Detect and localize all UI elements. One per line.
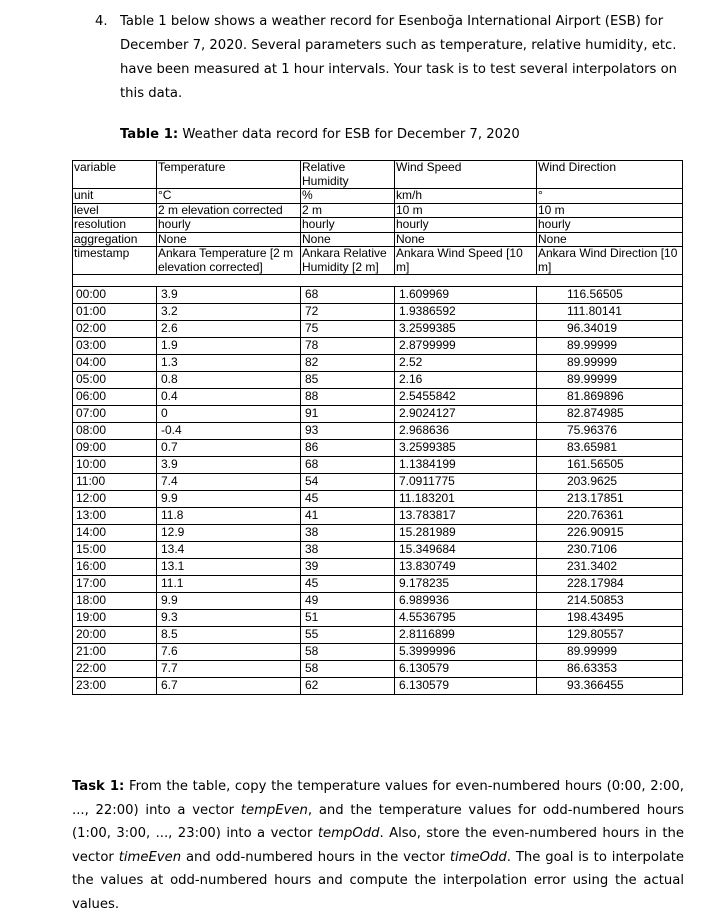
table-cell: 49 (301, 593, 395, 610)
table-cell: 68 (301, 457, 395, 474)
table-cell: 38 (301, 542, 395, 559)
table-header-cell: Ankara Temperature [2 m elevation corrected] (157, 247, 301, 275)
table-cell: 11.1 (157, 576, 301, 593)
table-cell: 82 (301, 355, 395, 372)
table-row (73, 474, 683, 491)
table-cell: 19:00 (73, 610, 157, 627)
table-cell: 2.9024127 (395, 406, 537, 423)
table-header-row (73, 247, 683, 275)
table-cell: 3.2 (157, 304, 301, 321)
table-row (73, 372, 683, 389)
table-row (73, 576, 683, 593)
table-row (73, 508, 683, 525)
table-row (73, 644, 683, 661)
table-header-cell: 10 m (395, 203, 537, 218)
table-cell: 11.8 (157, 508, 301, 525)
table-row (73, 559, 683, 576)
table-header-cell: variable (73, 161, 157, 189)
var-time-even: timeEven (118, 849, 182, 865)
table-cell: 93.366455 (537, 678, 683, 695)
table-cell: 15.281989 (395, 525, 537, 542)
table-cell: 82.874985 (537, 406, 683, 423)
table-cell: 2.8799999 (395, 338, 537, 355)
table-cell: 51 (301, 610, 395, 627)
task-text: From the table, copy the temperature values for even-numbered hours (0:00, 2:00, ..., 22:00) into a vector (72, 779, 685, 818)
table-cell: 4.5536795 (395, 610, 537, 627)
table-cell: 12:00 (73, 491, 157, 508)
table-header-cell: None (301, 232, 395, 247)
table-cell: 91 (301, 406, 395, 423)
table-cell: 1.609969 (395, 287, 537, 304)
table-cell: 15.349684 (395, 542, 537, 559)
table-row (73, 287, 683, 304)
table-cell: 2.5455842 (395, 389, 537, 406)
table-cell: 9.9 (157, 593, 301, 610)
table-row (73, 542, 683, 559)
table-cell: 17:00 (73, 576, 157, 593)
table-header-cell: Temperature (157, 161, 301, 189)
table-cell: 45 (301, 576, 395, 593)
table-row (73, 593, 683, 610)
table-cell: 6.7 (157, 678, 301, 695)
table-cell: 16:00 (73, 559, 157, 576)
var-time-odd: timeOdd (449, 849, 507, 865)
table-cell: 89.99999 (537, 338, 683, 355)
table-cell: 00:00 (73, 287, 157, 304)
table-cell: 228.17984 (537, 576, 683, 593)
table-cell: 96.34019 (537, 321, 683, 338)
table-cell: 68 (301, 287, 395, 304)
table-header-cell: Ankara Wind Speed [10 m] (395, 247, 537, 275)
table-cell: 81.869896 (537, 389, 683, 406)
table-cell: 13.783817 (395, 508, 537, 525)
table-row (73, 525, 683, 542)
caption-text: Weather data record for ESB for December 7, 2020 (178, 127, 520, 142)
table-cell: 13.4 (157, 542, 301, 559)
weather-table (72, 160, 683, 695)
table-header-cell: Ankara Relative Humidity [2 m] (301, 247, 395, 275)
table-cell: 230.7106 (537, 542, 683, 559)
table-cell: 12.9 (157, 525, 301, 542)
table-cell: 2.968636 (395, 423, 537, 440)
table-row (73, 304, 683, 321)
table-header-cell: resolution (73, 218, 157, 233)
table-cell: 226.90915 (537, 525, 683, 542)
table-header-row (73, 232, 683, 247)
table-cell: 0 (157, 406, 301, 423)
table-cell: 72 (301, 304, 395, 321)
table-header-cell: Wind Speed (395, 161, 537, 189)
table-cell: 08:00 (73, 423, 157, 440)
table-cell: 75.96376 (537, 423, 683, 440)
table-header-cell: Ankara Wind Direction [10 m] (537, 247, 683, 275)
table-row (73, 610, 683, 627)
table-cell: 116.56505 (537, 287, 683, 304)
table-cell: 3.2599385 (395, 321, 537, 338)
table-cell: 04:00 (73, 355, 157, 372)
table-cell: 23:00 (73, 678, 157, 695)
table-cell: 5.3999996 (395, 644, 537, 661)
table-cell: 86 (301, 440, 395, 457)
table-cell: 88 (301, 389, 395, 406)
table-header-cell: None (537, 232, 683, 247)
table-cell: 39 (301, 559, 395, 576)
table-cell: 3.2599385 (395, 440, 537, 457)
table-cell: 0.7 (157, 440, 301, 457)
var-temp-odd: tempOdd (317, 826, 380, 841)
var-temp-even: tempEven (240, 802, 308, 818)
table-row (73, 406, 683, 423)
table-cell: 07:00 (73, 406, 157, 423)
table-cell: 22:00 (73, 661, 157, 678)
table-cell: 10:00 (73, 457, 157, 474)
table-header-cell: % (301, 189, 395, 204)
table-cell: 1.9386592 (395, 304, 537, 321)
table-cell: 1.1384199 (395, 457, 537, 474)
table-cell: 7.6 (157, 644, 301, 661)
table-cell: 06:00 (73, 389, 157, 406)
task-text: , and the temperature values for odd-numbered hours (1:00, 3:00, ..., 23:00) into a vector (72, 802, 684, 841)
table-cell: 13.1 (157, 559, 301, 576)
table-cell: 86.63353 (537, 661, 683, 678)
table-header-cell: 2 m (301, 203, 395, 218)
table-row (73, 627, 683, 644)
table-cell: 6.130579 (395, 678, 537, 695)
table-header-cell: hourly (157, 218, 301, 233)
table-header-cell: hourly (301, 218, 395, 233)
table-row (73, 321, 683, 338)
table-cell: 20:00 (73, 627, 157, 644)
table-cell: 55 (301, 627, 395, 644)
table-cell: 05:00 (73, 372, 157, 389)
table-header-row (73, 203, 683, 218)
table-row (73, 389, 683, 406)
table-cell: 7.0911775 (395, 474, 537, 491)
question-number: 4. (95, 14, 108, 29)
table-spacer (73, 275, 683, 287)
table-header-row (73, 161, 683, 189)
table-cell: 45 (301, 491, 395, 508)
table-header-cell: ° (537, 189, 683, 204)
table-cell: 14:00 (73, 525, 157, 542)
question-text: Table 1 below shows a weather record for Esenboğa International Airport (ESB) for December 7, 2020. Several parameters such as temperature, relative humidity, etc. have been measured at 1 hour intervals. Your task is to test several interpolators on this data. (120, 14, 678, 101)
table-spacer-row (73, 275, 683, 287)
table-cell: 41 (301, 508, 395, 525)
table-cell: 6.130579 (395, 661, 537, 678)
table-cell: 89.99999 (537, 372, 683, 389)
table-header-cell: °C (157, 189, 301, 204)
question-block (95, 10, 690, 106)
table-cell: 13.830749 (395, 559, 537, 576)
table-cell: 03:00 (73, 338, 157, 355)
table-cell: 89.99999 (537, 355, 683, 372)
table-cell: 78 (301, 338, 395, 355)
table-header-cell: None (395, 232, 537, 247)
table-cell: 58 (301, 644, 395, 661)
table-header-cell: None (157, 232, 301, 247)
table-header-cell: timestamp (73, 247, 157, 275)
table-cell: 161.56505 (537, 457, 683, 474)
table-header-cell: 2 m elevation corrected (157, 203, 301, 218)
task-label: Task 1: (72, 779, 125, 794)
table-cell: 11:00 (73, 474, 157, 491)
table-cell: 02:00 (73, 321, 157, 338)
table-cell: 111.80141 (537, 304, 683, 321)
table-cell: 58 (301, 661, 395, 678)
table-cell: 2.8116899 (395, 627, 537, 644)
table-cell: 2.6 (157, 321, 301, 338)
table-cell: 1.3 (157, 355, 301, 372)
table-row (73, 457, 683, 474)
table-cell: 18:00 (73, 593, 157, 610)
table-cell: 21:00 (73, 644, 157, 661)
table-cell: 1.9 (157, 338, 301, 355)
table-caption (120, 127, 520, 142)
table-header-cell: hourly (537, 218, 683, 233)
table-cell: 0.8 (157, 372, 301, 389)
table-cell: 214.50853 (537, 593, 683, 610)
task-text: . The goal is to interpolate the values at odd-numbered hours and compute the interpolation error using the actual values. (72, 849, 684, 912)
caption-label: Table 1: (120, 127, 179, 142)
task-text: and odd-numbered hours in the vector (181, 849, 450, 865)
table-cell: 8.5 (157, 627, 301, 644)
table-cell: 3.9 (157, 457, 301, 474)
table-header-cell: level (73, 203, 157, 218)
table-cell: 01:00 (73, 304, 157, 321)
table-cell: 2.16 (395, 372, 537, 389)
table-cell: 220.76361 (537, 508, 683, 525)
table-cell: 75 (301, 321, 395, 338)
table-cell: 7.7 (157, 661, 301, 678)
table-cell: 203.9625 (537, 474, 683, 491)
table-cell: 85 (301, 372, 395, 389)
table-cell: 89.99999 (537, 644, 683, 661)
table-header-cell: 10 m (537, 203, 683, 218)
table-cell: 2.52 (395, 355, 537, 372)
table-cell: 15:00 (73, 542, 157, 559)
task-paragraph (72, 775, 684, 916)
table-header-cell: Wind Direction (537, 161, 683, 189)
table-cell: 231.3402 (537, 559, 683, 576)
table-header-cell: unit (73, 189, 157, 204)
table-cell: 213.17851 (537, 491, 683, 508)
table-cell: 7.4 (157, 474, 301, 491)
table-row (73, 491, 683, 508)
table-header-cell: aggregation (73, 232, 157, 247)
table-cell: 9.9 (157, 491, 301, 508)
table-cell: 83.65981 (537, 440, 683, 457)
table-header-row (73, 218, 683, 233)
table-cell: 11.183201 (395, 491, 537, 508)
table-row (73, 661, 683, 678)
table-cell: 0.4 (157, 389, 301, 406)
table-row (73, 678, 683, 695)
table-cell: 38 (301, 525, 395, 542)
table-row (73, 355, 683, 372)
table-cell: 93 (301, 423, 395, 440)
table-cell: 9.178235 (395, 576, 537, 593)
table-row (73, 338, 683, 355)
table-cell: 54 (301, 474, 395, 491)
table-cell: 6.989936 (395, 593, 537, 610)
table-header-cell: hourly (395, 218, 537, 233)
table-cell: -0.4 (157, 423, 301, 440)
table-cell: 13:00 (73, 508, 157, 525)
table-cell: 3.9 (157, 287, 301, 304)
table-cell: 9.3 (157, 610, 301, 627)
task-text: . Also, store the even-numbered hours in the vector (72, 826, 684, 865)
table-cell: 62 (301, 678, 395, 695)
table-cell: 129.80557 (537, 627, 683, 644)
table-cell: 198.43495 (537, 610, 683, 627)
table-cell: 09:00 (73, 440, 157, 457)
table-header-cell: km/h (395, 189, 537, 204)
table-row (73, 423, 683, 440)
table-header-cell: Relative Humidity (301, 161, 395, 189)
table-header-row (73, 189, 683, 204)
table-row (73, 440, 683, 457)
